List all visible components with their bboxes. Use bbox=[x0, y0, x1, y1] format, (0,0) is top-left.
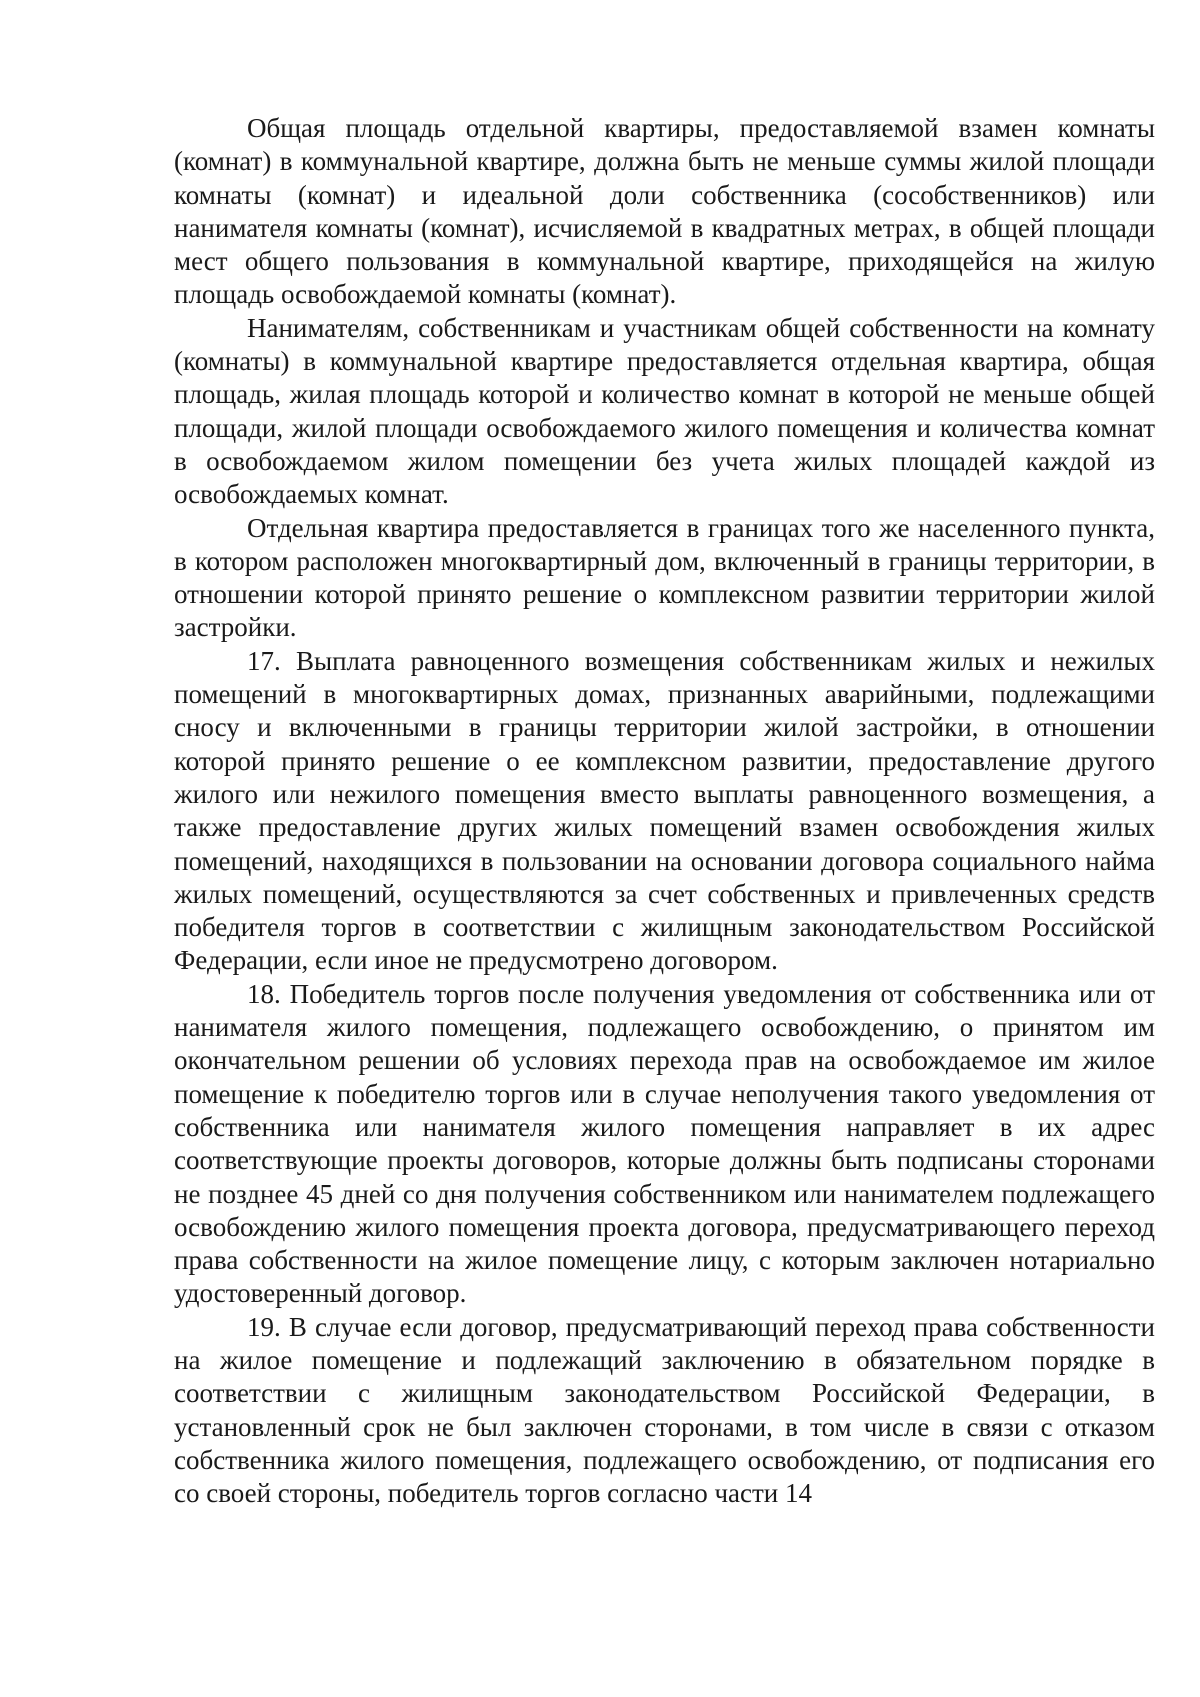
paragraph-area-requirements bbox=[174, 112, 1155, 312]
paragraph-text: Нанимателям, собственникам и участникам общей собственности на комнату (комнаты) в коммунальной квартире предоставляется отдельная квартира, общая площадь, жилая площадь которой и количество комнат в которой не меньше общей площади, жилой площади освобождаемого жилого помещения и количества комнат в освобождаемом жилом помещении без учета жилых площадей каждой из освобождаемых комнат. bbox=[174, 312, 1155, 510]
paragraph-locality-boundaries bbox=[174, 512, 1155, 645]
document-body bbox=[174, 112, 1155, 1510]
paragraph-text: Победитель торгов после получения уведомления от собственника или от нанимателя жилого помещения, подлежащего освобождению, о принятом им окончательном решении об условиях перехода прав на освобождаемое им жилое помещение к победителю торгов или в случае неполучения такого уведомления от собственника или нанимателя жилого помещения направляет в их адрес соответствующие проекты договоров, которые должны быть подписаны сторонами не позднее 45 дней со дня получения собственником или нанимателем подлежащего освобождению жилого помещения проекта договора, предусматривающего переход права собственности на жилое помещение лицу, с которым заключен нотариально удостоверенный договор. bbox=[174, 978, 1155, 1309]
paragraph-text: Общая площадь отдельной квартиры, предоставляемой взамен комнаты (комнат) в коммунальной квартире, должна быть не меньше суммы жилой площади комнаты (комнат) и идеальной доли собственника (сособственников) или нанимателя комнаты (комнат), исчисляемой в квадратных метрах, в общей площади мест общего пользования в коммунальной квартире, приходящейся на жилую площадь освобождаемой комнаты (комнат). bbox=[174, 113, 1155, 310]
paragraph-clause-19 bbox=[174, 1311, 1155, 1511]
clause-number: 19. bbox=[247, 1311, 281, 1342]
clause-number: 17. bbox=[247, 645, 281, 676]
paragraph-clause-18 bbox=[174, 978, 1155, 1311]
paragraph-text: Отдельная квартира предоставляется в границах того же населенного пункта, в котором расположен многоквартирный дом, включенный в границы территории, в отношении которой принято решение о комплексном развитии территории жилой застройки. bbox=[174, 512, 1155, 643]
paragraph-clause-17 bbox=[174, 645, 1155, 978]
clause-number: 18. bbox=[247, 978, 281, 1009]
paragraph-text: Выплата равноценного возмещения собственникам жилых и нежилых помещений в многоквартирных домах, признанных аварийными, подлежащими сносу и включенными в границы территории жилой застройки, в отношении которой принято решение о ее комплексном развитии, предоставление другого жилого или нежилого помещения вместо выплаты равноценного возмещения, а также предоставление других жилых помещений взамен освобождения жилых помещений, находящихся в пользовании на основании договора социального найма жилых помещений, осуществляются за счет собственных и привлеченных средств победителя торгов в соответствии с жилищным законодательством Российской Федерации, если иное не предусмотрено договором. bbox=[174, 645, 1156, 976]
paragraph-separate-apartment-provision bbox=[174, 312, 1155, 512]
paragraph-text: В случае если договор, предусматривающий переход права собственности на жилое помещение и подлежащий заключению в обязательном порядке в соответствии с жилищным законодательством Российской Федерации, в установленный срок не был заключен сторонами, в том числе в связи с отказом собственника жилого помещения, подлежащего освобождению, от подписания его со своей стороны, победитель торгов согласно части 14 bbox=[174, 1311, 1155, 1509]
